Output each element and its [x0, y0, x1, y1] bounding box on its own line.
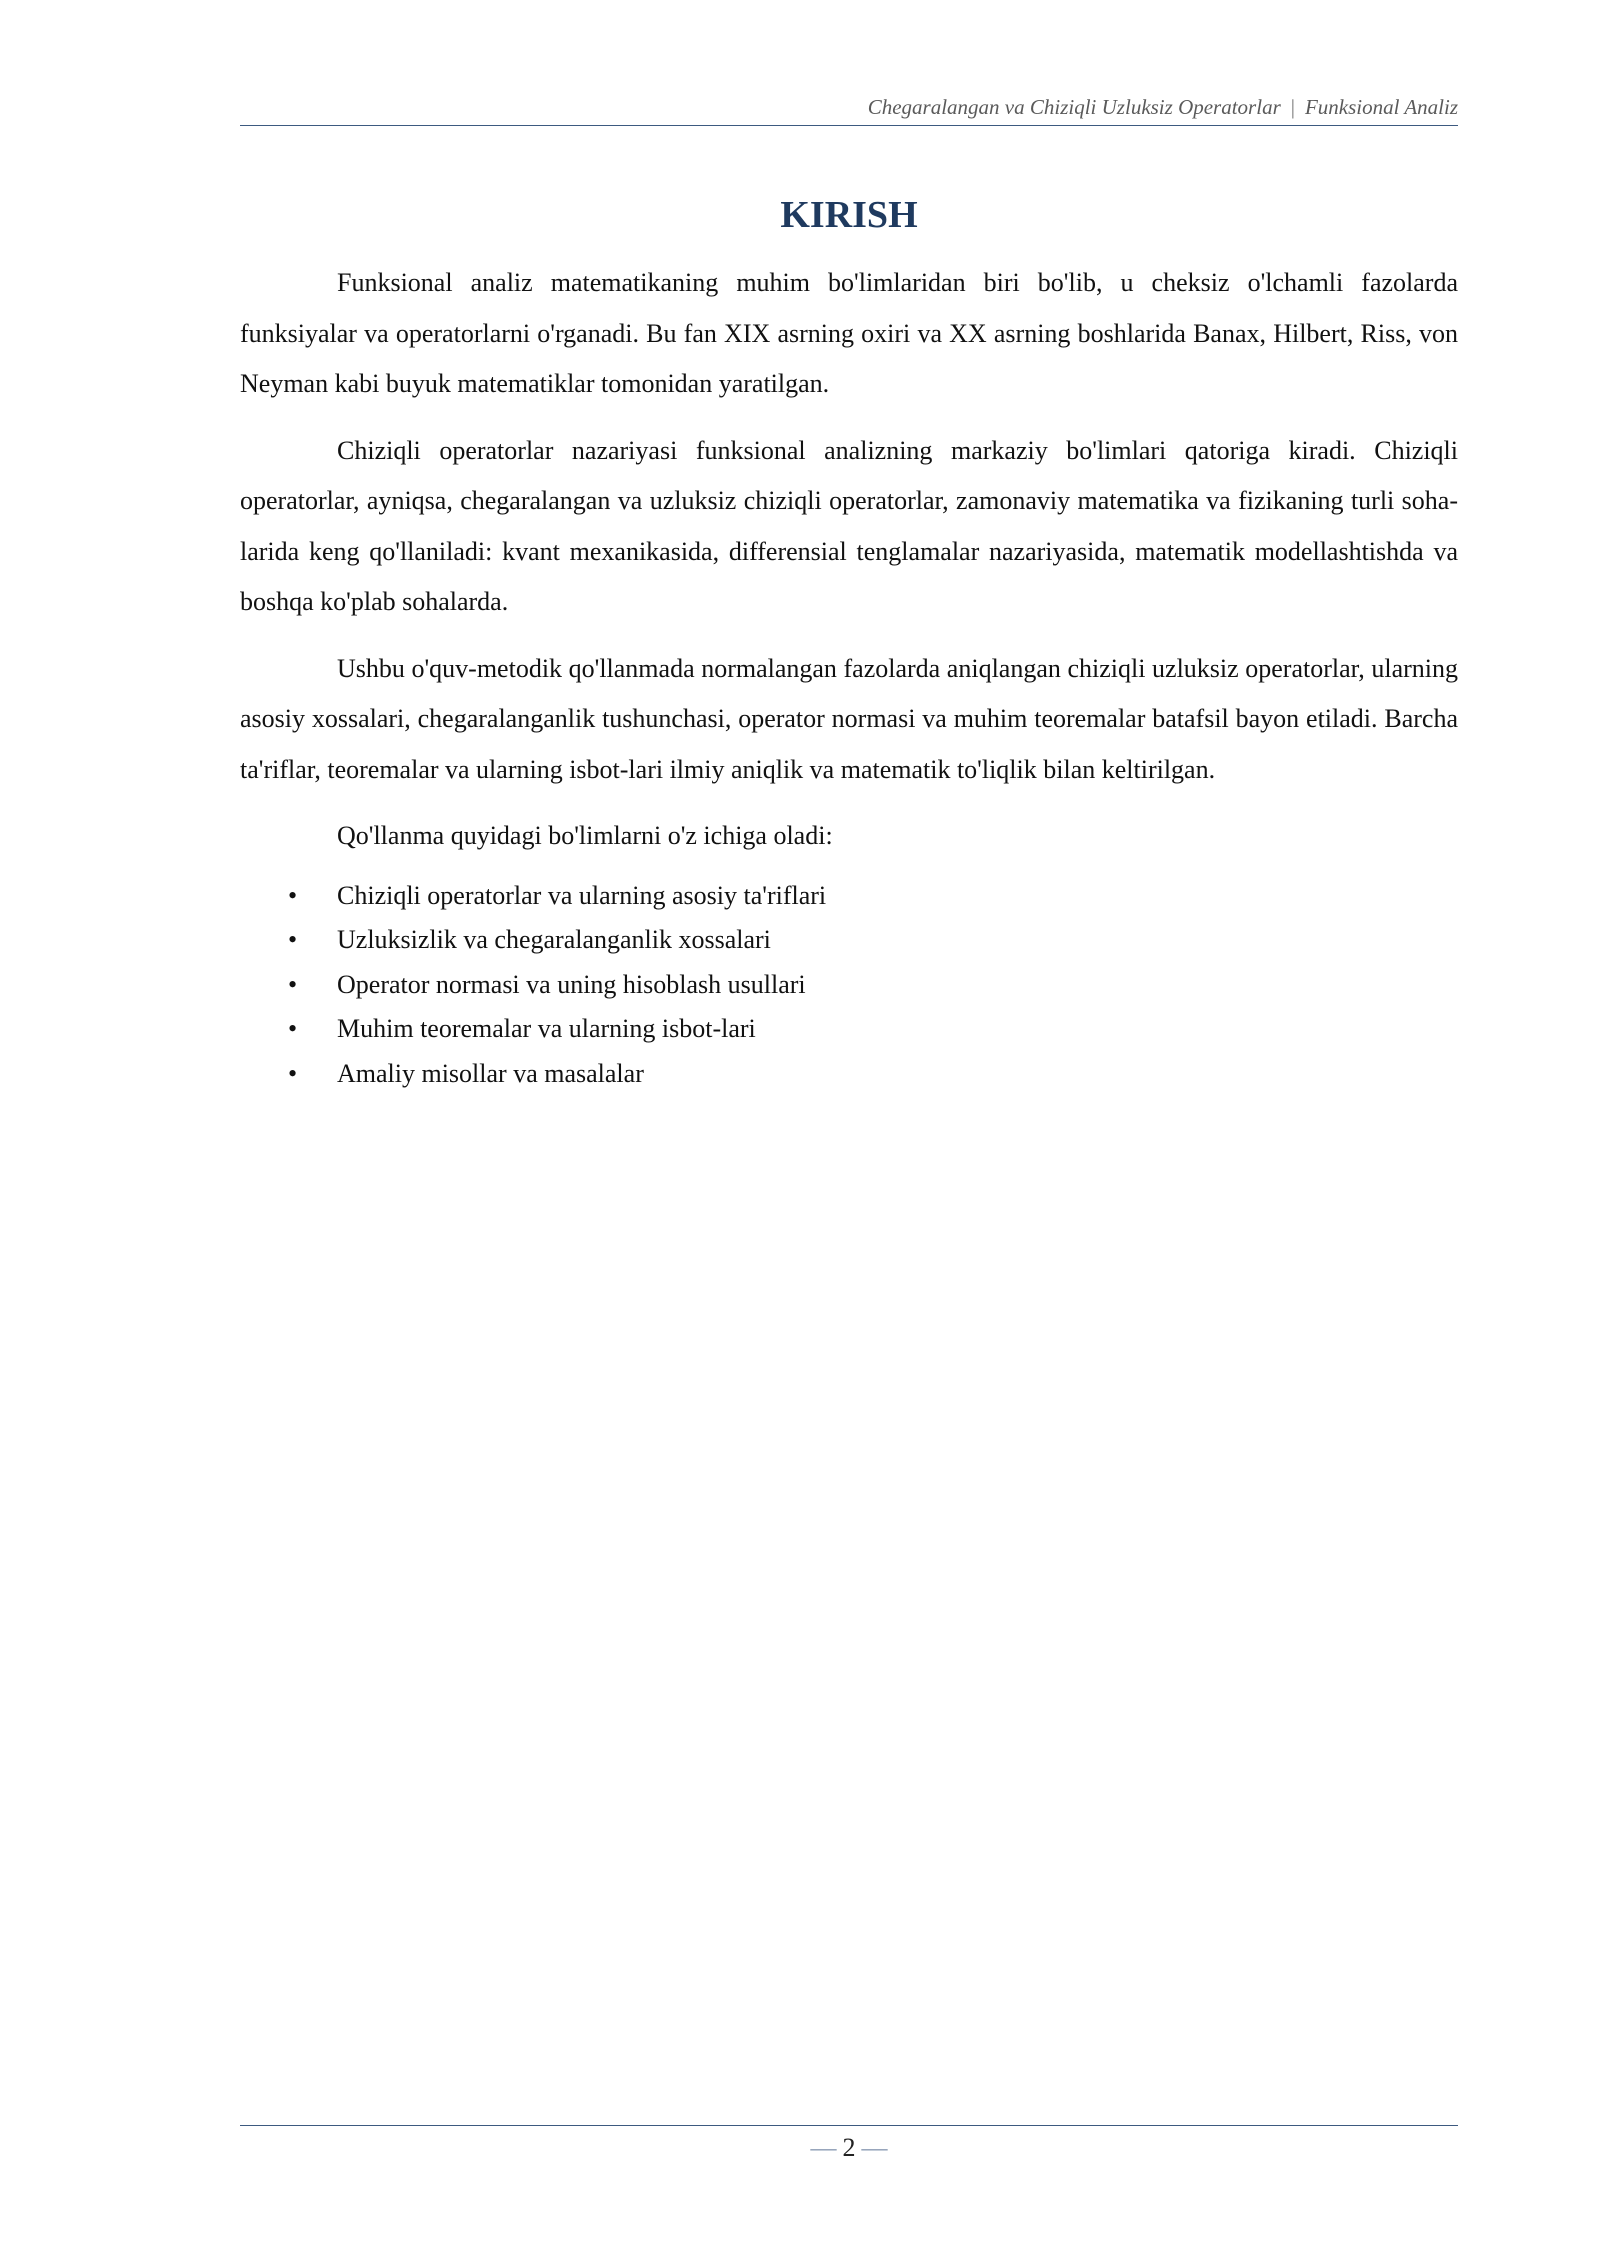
list-item [240, 963, 1458, 1008]
paragraph-2: Chiziqli operatorlar nazariyasi funksional analizning markaziy bo'limlari qatoriga kiradi. Chiziqli operatorlar, ayniqsa, chegaralangan va uzluksiz chiziqli operatorlar, zamonaviy matematika va fizikaning turli soha-larida keng qo'llaniladi: kvant mexanikasida, differensial tenglamalar nazariyasida, matematik modellashtishda va boshqa ko'plab sohalarda. [240, 435, 1458, 616]
list-item [240, 1052, 1458, 1097]
list-item-text: Muhim teoremalar va ularning isbot-lari [337, 1014, 756, 1043]
header-separator: | [1290, 95, 1295, 119]
bullet-icon: • [288, 1014, 298, 1043]
page-footer [240, 2130, 1458, 2166]
list-item-text: Operator normasi va uning hisoblash usullari [337, 969, 806, 999]
running-header [240, 94, 1458, 120]
list-item [240, 918, 1458, 963]
page-number: 2 [842, 2133, 856, 2162]
list-item [240, 874, 1458, 919]
list-item-text: Chiziqli operatorlar va ularning asosiy ta'riflari [337, 880, 827, 910]
list-item-text: Uzluksizlik va chegaralanganlik xossalari [337, 925, 771, 954]
list-item-text: Amaliy misollar va masalalar [337, 1058, 644, 1088]
contents-list [240, 874, 1458, 1097]
list-intro: Qo'llanma quyidagi bo'limlarni o'z ichiga oladi: [337, 821, 833, 850]
bullet-icon: • [288, 969, 298, 999]
footer-rule [240, 2125, 1458, 2126]
header-subject-title: Funksional Analiz [1304, 95, 1458, 119]
paragraph-1: Funksional analiz matematikaning muhim bo'limlaridan biri bo'lib, u cheksiz o'lchamli fazolarda funksiyalar va operatorlarni o'rganadi. Bu fan XIX asrning oxiri va XX asrning boshlarida Banax, Hilbert, Riss, von Neyman kabi buyuk matematiklar tomonidan yaratilgan. [240, 268, 1458, 398]
section-body [240, 258, 1458, 1096]
list-item [240, 1007, 1458, 1052]
bullet-icon: • [288, 880, 298, 910]
section-title: KIRISH [780, 194, 918, 236]
header-document-title: Chegaralangan va Chiziqli Uzluksiz Operatorlar [867, 95, 1281, 119]
bullet-icon: • [288, 1058, 298, 1088]
header-rule [240, 125, 1458, 126]
footer-dash-left: — [810, 2133, 837, 2162]
bullet-icon: • [288, 925, 298, 954]
paragraph-3: Ushbu o'quv-metodik qo'llanmada normalangan fazolarda aniqlangan chiziqli uzluksiz operatorlar, ularning asosiy xossalari, chegaralanganlik tushunchasi, operator normasi va muhim teoremalar batafsil bayon etiladi. Barcha ta'riflar, teoremalar va ularning isbot-lari ilmiy aniqlik va matematik to'liqlik bilan keltirilgan. [240, 653, 1458, 784]
footer-dash-right: — [861, 2133, 888, 2162]
